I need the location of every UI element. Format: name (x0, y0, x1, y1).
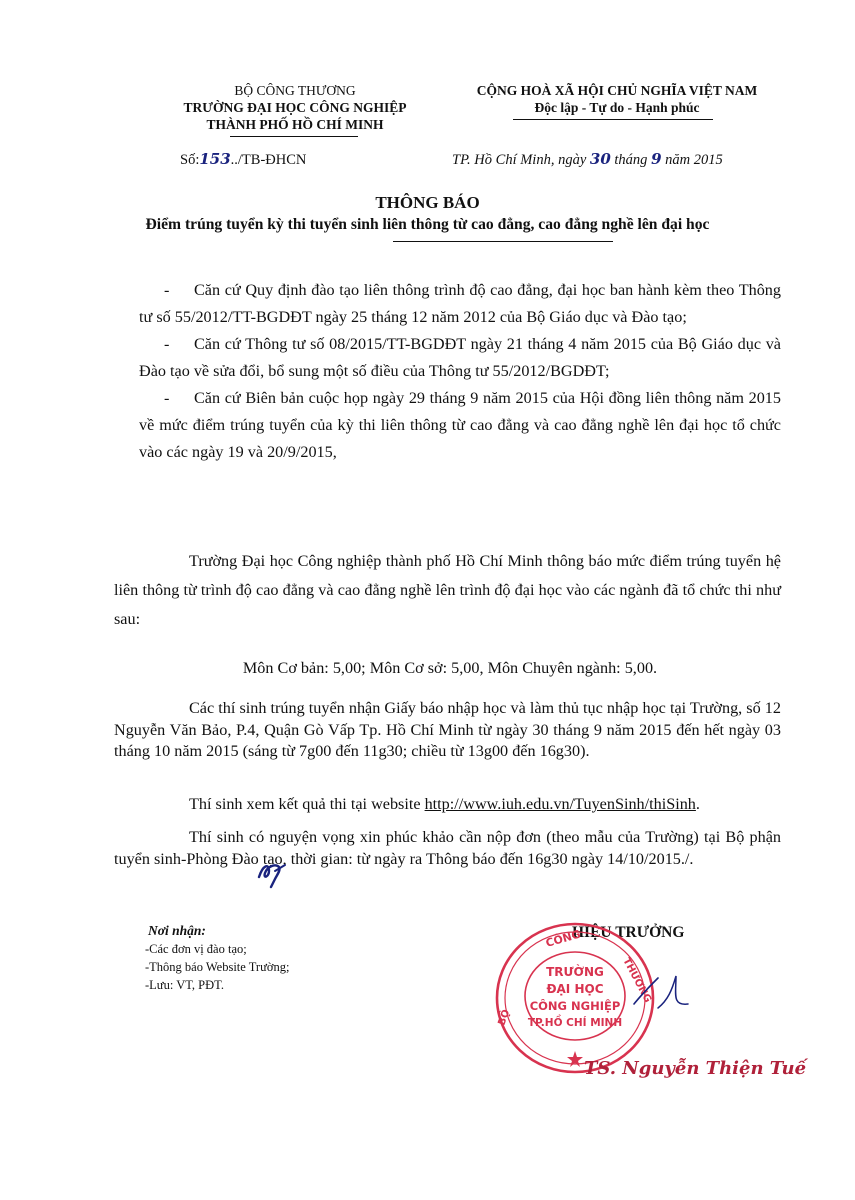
ministry-name: BỘ CÔNG THƯƠNG (234, 83, 356, 98)
reference-handwritten-number: 153 (199, 150, 231, 168)
legal-basis-text: Căn cứ Thông tư số 08/2015/TT-BGDĐT ngày 21 tháng 4 năm 2015 của Bộ Giáo dục và Đào tạo về sửa đổi, bổ sung một số điều của Thông tư 55/2012/BGDĐT; (139, 335, 781, 380)
bullet-dash: - (164, 335, 170, 353)
recipients-block (145, 922, 289, 994)
reference-number (180, 150, 306, 169)
bullet-dash: - (164, 389, 170, 407)
issue-date (452, 150, 723, 169)
country-name: CỘNG HOÀ XÃ HỘI CHỦ NGHĨA VIỆT NAM (476, 83, 758, 98)
reference-prefix: Số: (180, 152, 200, 168)
date-month-label: tháng (614, 152, 648, 168)
legal-basis-item (139, 385, 781, 466)
country-block (452, 82, 782, 116)
legal-basis-item (139, 277, 781, 331)
seal-top-text: CÔNG (544, 927, 583, 950)
recipient-item: -Các đơn vị đào tạo; (145, 942, 247, 956)
recipient-item: -Lưu: VT, PĐT. (145, 978, 224, 992)
results-website-link[interactable]: http://www.iuh.edu.vn/TuyenSinh/thiSinh (424, 795, 696, 813)
national-motto: Độc lập - Tự do - Hạnh phúc (534, 100, 700, 115)
admission-paragraph: Các thí sinh trúng tuyển nhận Giấy báo nhập học và làm thủ tục nhập học tại Trường, số 12 Nguyễn Văn Bảo, P.4, Quận Gò Vấp Tp. Hồ Chí Minh từ ngày 30 tháng 9 năm 2015 đến hết ngày 03 tháng 10 năm 2015 (sáng từ 7g00 đến 11g30; chiều từ 13g00 đến 16g30). (114, 699, 781, 760)
seal-line-3: CÔNG NGHIỆP (529, 999, 621, 1013)
issuer-underline (230, 136, 358, 137)
document-subtitle: Điểm trúng tuyển kỳ thi tuyển sinh liên thông từ cao đẳng, cao đẳng nghề lên đại học (145, 216, 710, 233)
legal-basis-text: Căn cứ Biên bản cuộc họp ngày 29 tháng 9 năm 2015 của Hội đồng liên thông năm 2015 về mức điểm trúng tuyển của kỳ thi liên thông từ cao đẳng và cao đẳng nghề lên đại học tổ chức vào các ngày 19 và 20/9/2015, (139, 389, 781, 461)
seal-right-text: THƯƠNG (620, 956, 654, 1005)
date-month: 9 (651, 150, 662, 168)
seal-line-4: TP.HỒ CHÍ MINH (527, 1017, 623, 1029)
title-underline (393, 241, 613, 242)
initials-mark (255, 859, 289, 889)
date-prefix: TP. Hồ Chí Minh, ngày (452, 152, 587, 168)
issuer-block (160, 82, 430, 133)
recipients-heading: Nơi nhận: (148, 923, 206, 938)
handwritten-signature-icon (628, 964, 708, 1020)
website-suffix: . (695, 795, 700, 813)
signer-name: TS. Nguyễn Thiện Tuế (584, 1058, 807, 1079)
website-prefix: Thí sinh xem kết quả thi tại website (189, 795, 421, 813)
date-year: năm 2015 (665, 152, 723, 168)
seal-line-1: TRƯỜNG (546, 965, 604, 979)
recipient-item: -Thông báo Website Trường; (145, 960, 290, 974)
legal-basis-text: Căn cứ Quy định đào tạo liên thông trình độ cao đẳng, đại học ban hành kèm theo Thông tư số 55/2012/TT-BGDĐT ngày 25 tháng 12 năm 2012 của Bộ Giáo dục và Đào tạo; (139, 281, 781, 326)
reference-suffix: ../TB-ĐHCN (230, 152, 307, 168)
date-day: 30 (589, 150, 611, 168)
intro-paragraph: Trường Đại học Công nghiệp thành phố Hồ Chí Minh thông báo mức điểm trúng tuyển hệ liên thông từ trình độ cao đẳng và cao đẳng nghề lên trình độ đại học vào các ngành đã tổ chức thi như sau: (114, 552, 781, 628)
passing-scores: Môn Cơ bản: 5,00; Môn Cơ sở: 5,00, Môn Chuyên ngành: 5,00. (242, 659, 658, 677)
signer-title: HIỆU TRƯỞNG (572, 924, 685, 941)
website-paragraph (189, 795, 700, 814)
seal-left-text: BỘ (496, 1008, 513, 1028)
school-name-line1: TRƯỜNG ĐẠI HỌC CÔNG NGHIỆP (183, 100, 407, 115)
bullet-dash: - (164, 281, 170, 299)
legal-basis-list (139, 277, 781, 466)
school-name-line2: THÀNH PHỐ HỒ CHÍ MINH (206, 117, 384, 132)
document-title: THÔNG BÁO (375, 193, 480, 212)
legal-basis-item (139, 331, 781, 385)
motto-underline (513, 119, 713, 120)
seal-line-2: ĐẠI HỌC (546, 982, 604, 996)
appeal-paragraph: Thí sinh có nguyện vọng xin phúc khảo cần nộp đơn (theo mẫu của Trường) tại Bộ phận tuyển sinh-Phòng Đào tạo, thời gian: từ ngày ra Thông báo đến 16g30 ngày 14/10/2015./. (114, 828, 781, 868)
